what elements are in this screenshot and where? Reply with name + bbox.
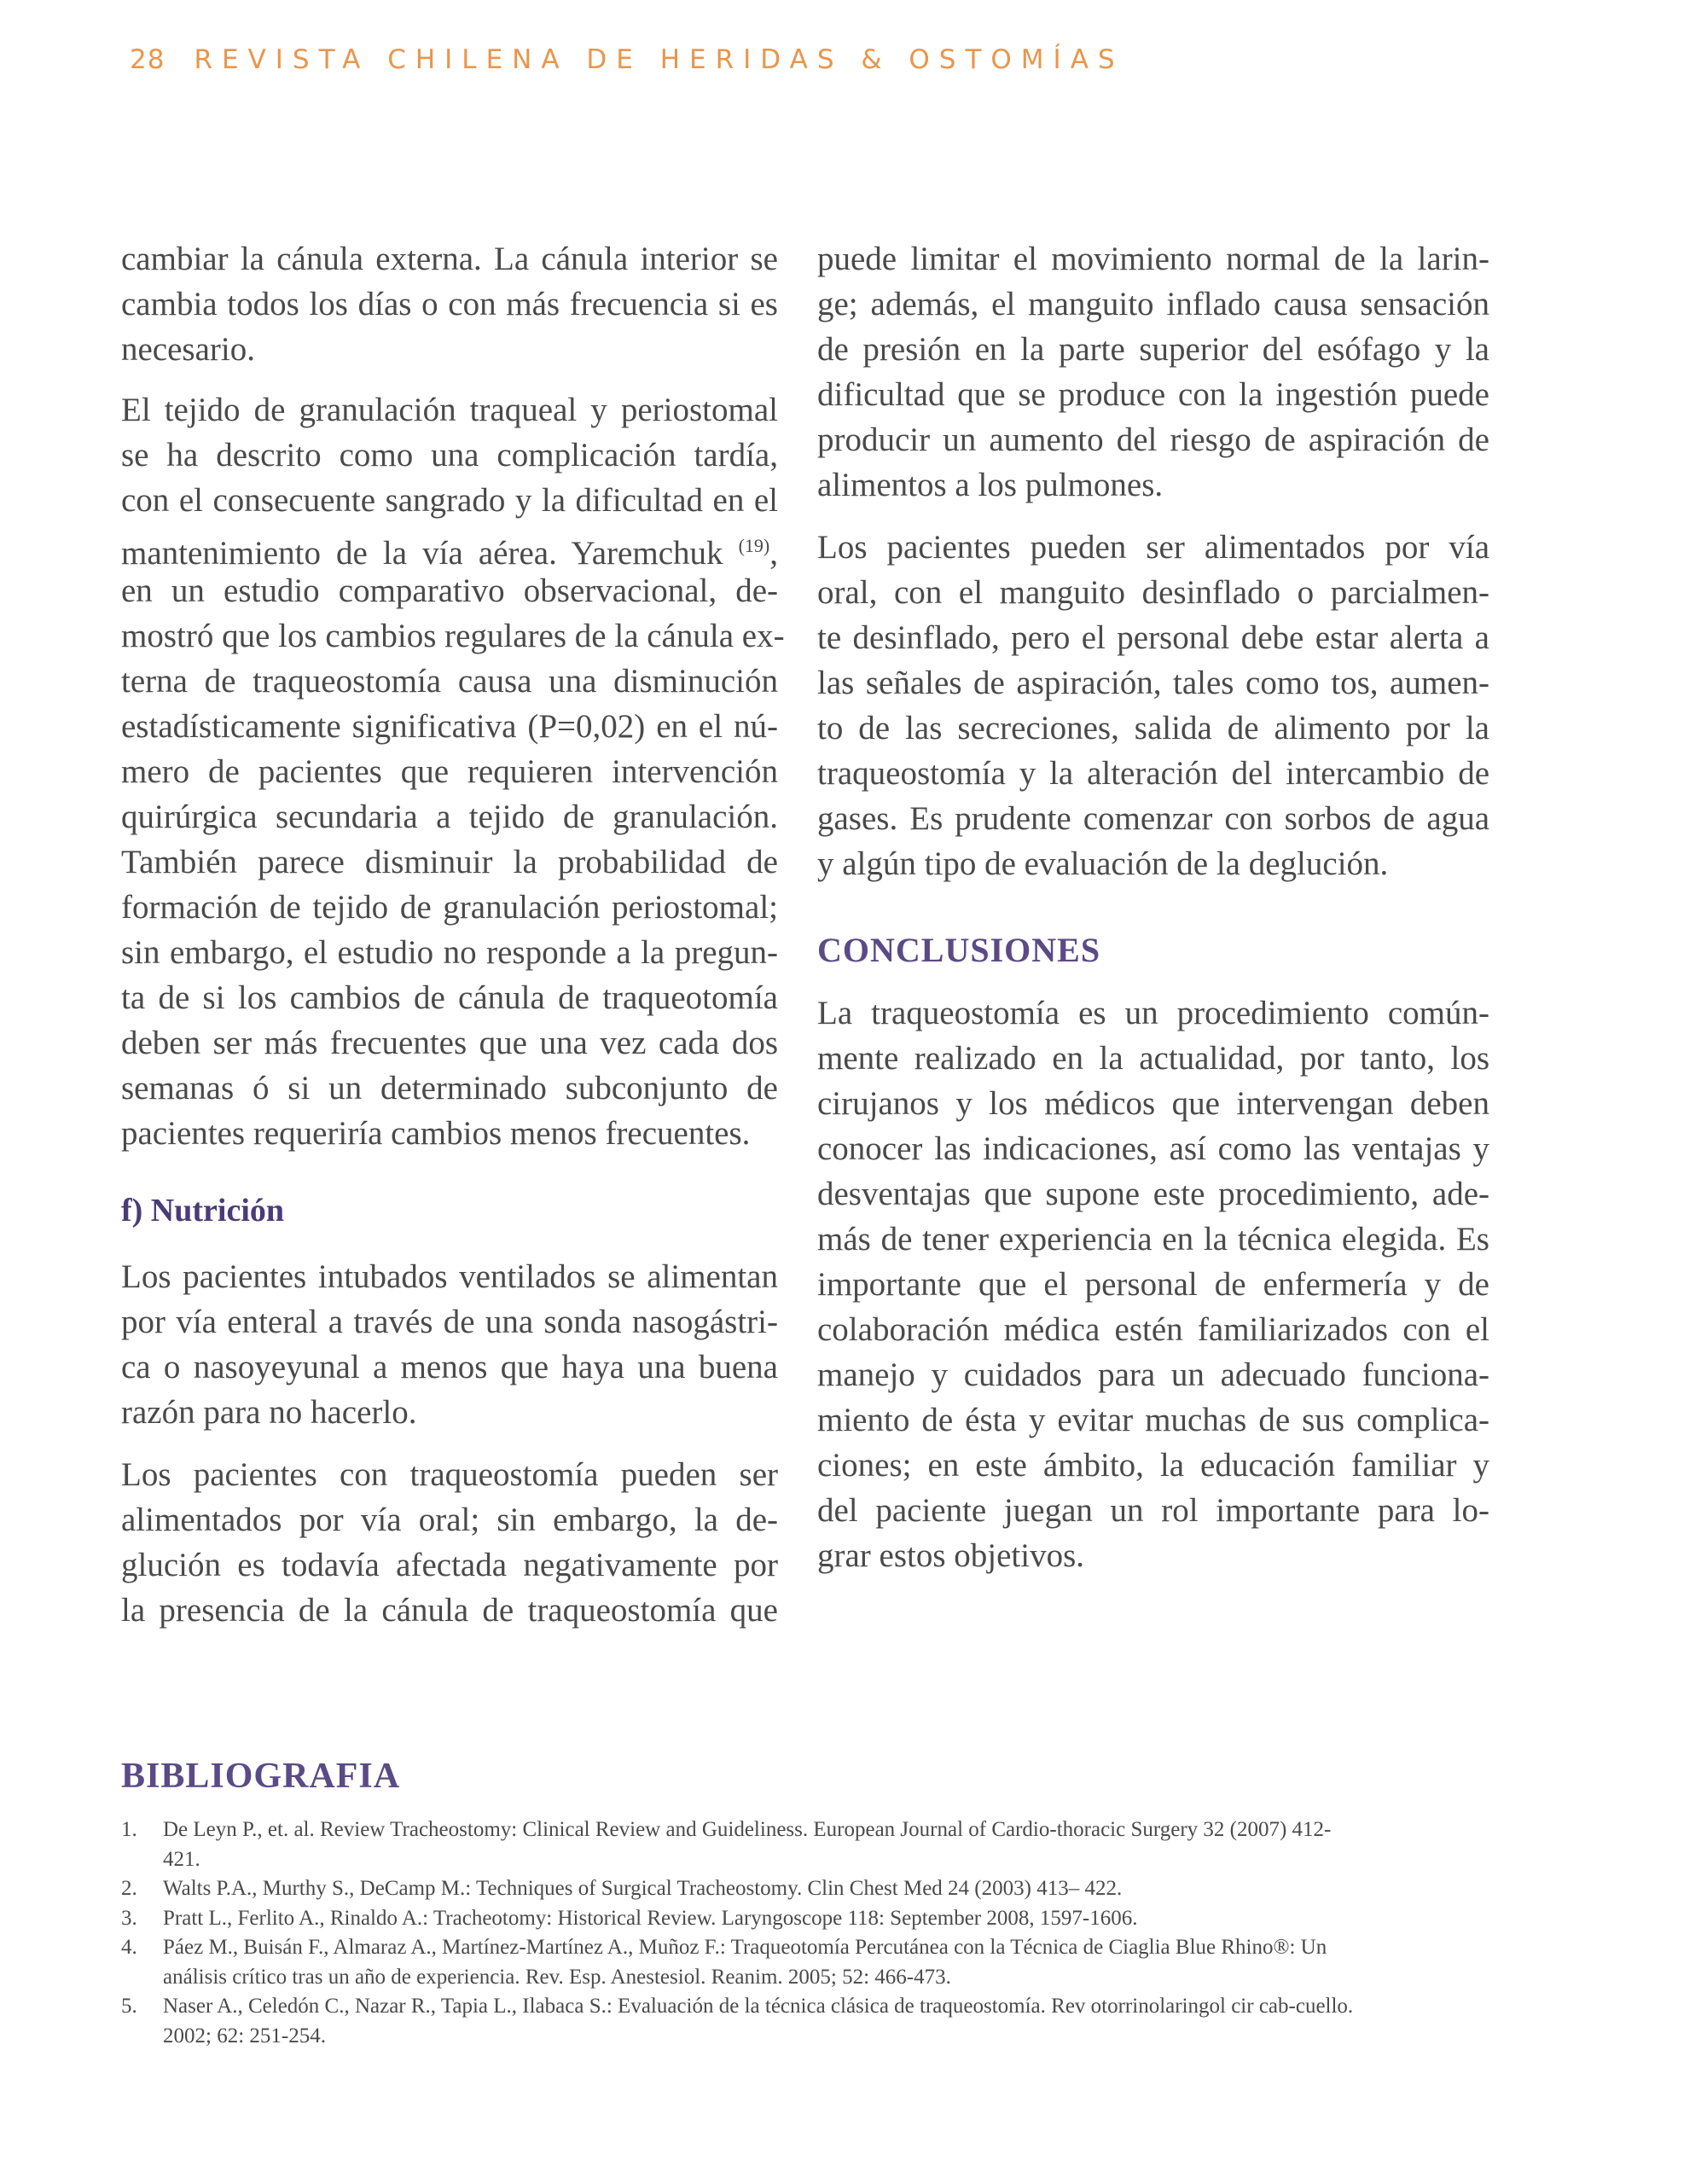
reference-number: 1. <box>121 1818 137 1841</box>
text-line: sin embargo, el estudio no responde a la pregun- <box>121 934 778 971</box>
paragraph <box>121 1254 778 1435</box>
text-line: ciones; en este ámbito, la educación familiar y <box>817 1447 1489 1484</box>
paragraph <box>817 525 1489 886</box>
text-line: dificultad que se produce con la ingestión puede <box>817 376 1489 413</box>
text-line: las señales de aspiración, tales como tos, aumen- <box>817 665 1489 701</box>
reference-number: 5. <box>121 1995 137 2018</box>
text-line: También parece disminuir la probabilidad de <box>121 844 778 880</box>
text-line: y algún tipo de evaluación de la deglución. <box>817 845 1389 882</box>
text-line: cambiar la cánula externa. La cánula interior se <box>121 241 778 277</box>
text-line: puede limitar el movimiento normal de la larin- <box>817 241 1489 277</box>
text-line: deben ser más frecuentes que una vez cada dos <box>121 1025 778 1061</box>
bibliography-list <box>121 1815 1489 2051</box>
reference-line: Naser A., Celedón C., Nazar R., Tapia L., Ilabaca S.: Evaluación de la técnica clásica de traqueostomía. Rev otorrinolaringol cir cab-cuello. <box>163 1995 1354 2018</box>
text-line: conocer las indicaciones, así como las ventajas y <box>817 1130 1489 1167</box>
reference-line: 421. <box>163 1847 200 1871</box>
reference-item <box>121 1933 1489 1992</box>
text-line: pacientes requeriría cambios menos frecuentes. <box>121 1115 751 1152</box>
reference-line: Páez M., Buisán F., Almaraz A., Martínez-Martínez A., Muñoz F.: Traqueotomía Percutánea con la Técnica de Ciaglia Blue Rhino®: Un <box>163 1936 1327 1959</box>
reference-line: Pratt L., Ferlito A., Rinaldo A.: Tracheotomy: Historical Review. Laryngoscope 118: September 2008, 1597-1606. <box>163 1906 1138 1930</box>
reference-number: 2. <box>121 1877 137 1900</box>
right-column <box>817 0 1489 1706</box>
text-line: con el consecuente sangrado y la dificultad en el <box>121 482 778 519</box>
paragraph <box>121 236 778 372</box>
punctuation: , <box>769 535 779 572</box>
text-line: cambia todos los días o con más frecuencia si es <box>121 286 778 322</box>
text-line: manejo y cuidados para un adecuado funciona- <box>817 1356 1489 1393</box>
text-line: Los pacientes intubados ventilados se alimentan <box>121 1258 778 1295</box>
text-line: miento de ésta y evitar muchas de sus complica- <box>817 1402 1489 1438</box>
text-line: estadísticamente significativa (P=0,02) en el nú- <box>121 708 778 745</box>
text-line: glución es todavía afectada negativamente por <box>121 1547 778 1583</box>
text-line: La traqueostomía es un procedimiento común- <box>817 995 1489 1031</box>
text-line: Los pacientes con traqueostomía pueden ser <box>121 1456 778 1493</box>
text-line: del paciente juegan un rol importante para lo- <box>817 1492 1489 1529</box>
paragraph <box>121 1452 778 1633</box>
text-line: cirujanos y los médicos que intervengan deben <box>817 1085 1489 1122</box>
text-line: semanas ó si un determinado subconjunto de <box>121 1070 778 1107</box>
reference-item <box>121 1815 1489 1874</box>
text-line: mente realizado en la actualidad, por tanto, los <box>817 1040 1489 1077</box>
reference-line: 2002; 62: 251-254. <box>163 2024 326 2048</box>
text-line: necesario. <box>121 331 255 368</box>
text-line: El tejido de granulación traqueal y periostomal <box>121 392 778 428</box>
text-line: gases. Es prudente comenzar con sorbos de agua <box>817 800 1489 837</box>
reference-line: De Leyn P., et. al. Review Tracheostomy: Clinical Review and Guideliness. European Journal of Cardio-thoracic Surgery 32 (2007) 412- <box>163 1818 1332 1841</box>
page-number: 28 <box>130 44 165 75</box>
reference-item <box>121 1992 1489 2051</box>
reference-number: 4. <box>121 1936 137 1959</box>
text-line: de presión en la parte superior del esófago y la <box>817 331 1489 368</box>
text-line: en un estudio comparativo observacional, de- <box>121 572 778 609</box>
text-line: alimentos a los pulmones. <box>817 467 1164 503</box>
citation-superscript: (19) <box>738 535 770 556</box>
text-line: terna de traqueostomía causa una disminución <box>121 663 778 700</box>
text-line: más de tener experiencia en la técnica elegida. Es <box>817 1221 1489 1258</box>
text-line: ge; además, el manguito inflado causa sensación <box>817 286 1489 322</box>
text-line: mero de pacientes que requieren intervención <box>121 753 778 790</box>
text-line: la presencia de la cánula de traqueostomía que <box>121 1592 778 1629</box>
journal-title: REVISTA CHILENA DE HERIDAS & OSTOMÍAS <box>194 44 1124 75</box>
text-line: te desinflado, pero el personal debe estar alerta a <box>817 619 1489 656</box>
text-line: producir un aumento del riesgo de aspiración de <box>817 421 1489 458</box>
text-line: colaboración médica estén familiarizados con el <box>817 1311 1489 1348</box>
text-line: traqueostomía y la alteración del intercambio de <box>817 755 1489 792</box>
text-line: razón para no hacerlo. <box>121 1394 417 1431</box>
text-line: to de las secreciones, salida de alimento por la <box>817 710 1489 746</box>
text-line: grar estos objetivos. <box>817 1537 1085 1574</box>
text-line: ta de si los cambios de cánula de traqueotomía <box>121 979 778 1016</box>
text-fragment: mantenimiento de la vía aérea. Yaremchuk <box>121 535 723 572</box>
section-heading-conclusiones: CONCLUSIONES <box>817 931 1101 969</box>
text-line: mostró que los cambios regulares de la cánula ex- <box>121 618 785 654</box>
text-line: alimentados por vía oral; sin embargo, la de- <box>121 1502 778 1538</box>
text-line: quirúrgica secundaria a tejido de granulación. <box>121 799 778 835</box>
text-line: por vía enteral a través de una sonda nasogástri- <box>121 1304 778 1340</box>
text-line: ca o nasoyeyunal a menos que haya una buena <box>121 1349 778 1385</box>
bibliography-heading: BIBLIOGRAFIA <box>121 1757 401 1796</box>
paragraph <box>121 387 785 1156</box>
text-line: importante que el personal de enfermería y de <box>817 1266 1489 1303</box>
reference-item <box>121 1904 1489 1934</box>
subsection-heading: f) Nutrición <box>121 1193 285 1228</box>
text-line: formación de tejido de granulación periostomal; <box>121 889 778 926</box>
reference-number: 3. <box>121 1906 137 1930</box>
left-column <box>121 0 785 1706</box>
paragraph <box>817 990 1489 1578</box>
reference-line: análisis crítico tras un año de experiencia. Rev. Esp. Anestesiol. Reanim. 2005; 52: 466-473. <box>163 1965 951 1989</box>
reference-item <box>121 1874 1489 1904</box>
text-line: desventajas que supone este procedimiento, ade- <box>817 1176 1489 1212</box>
text-line: Los pacientes pueden ser alimentados por vía <box>817 529 1489 566</box>
text-line <box>121 523 779 572</box>
text-line: se ha descrito como una complicación tardía, <box>121 437 778 473</box>
text-line: oral, con el manguito desinflado o parcialmen- <box>817 574 1489 611</box>
reference-line: Walts P.A., Murthy S., DeCamp M.: Techniques of Surgical Tracheostomy. Clin Chest Med 24 (2003) 413– 422. <box>163 1877 1123 1900</box>
paragraph <box>817 236 1489 508</box>
